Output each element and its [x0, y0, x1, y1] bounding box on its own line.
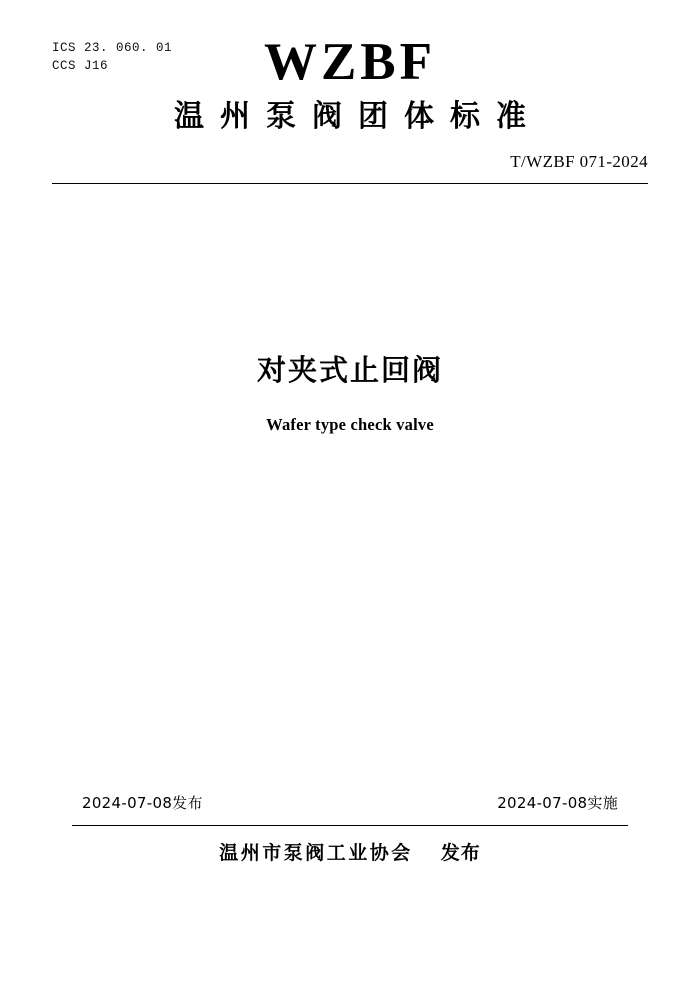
issue-date: 2024-07-08发布	[82, 794, 203, 812]
header-divider	[52, 183, 648, 184]
ics-code: ICS 23. 060. 01	[52, 41, 173, 55]
document-title-en: Wafer type check valve	[266, 415, 434, 434]
document-title-cn: 对夹式止回阀	[256, 353, 443, 387]
publisher-line	[0, 838, 700, 865]
publish-verb: 发布	[440, 842, 481, 864]
wzbf-logo: WZBF	[263, 33, 437, 91]
publisher-name: 温州市泵阀工业协会	[219, 842, 413, 864]
standard-title: 温州泵阀团体标准	[174, 99, 542, 134]
standard-number: T/WZBF 071-2024	[510, 152, 648, 171]
footer-dates	[52, 792, 648, 814]
implementation-date: 2024-07-08实施	[497, 794, 618, 812]
footer-divider	[72, 825, 628, 826]
ccs-code: CCS J16	[52, 59, 109, 73]
